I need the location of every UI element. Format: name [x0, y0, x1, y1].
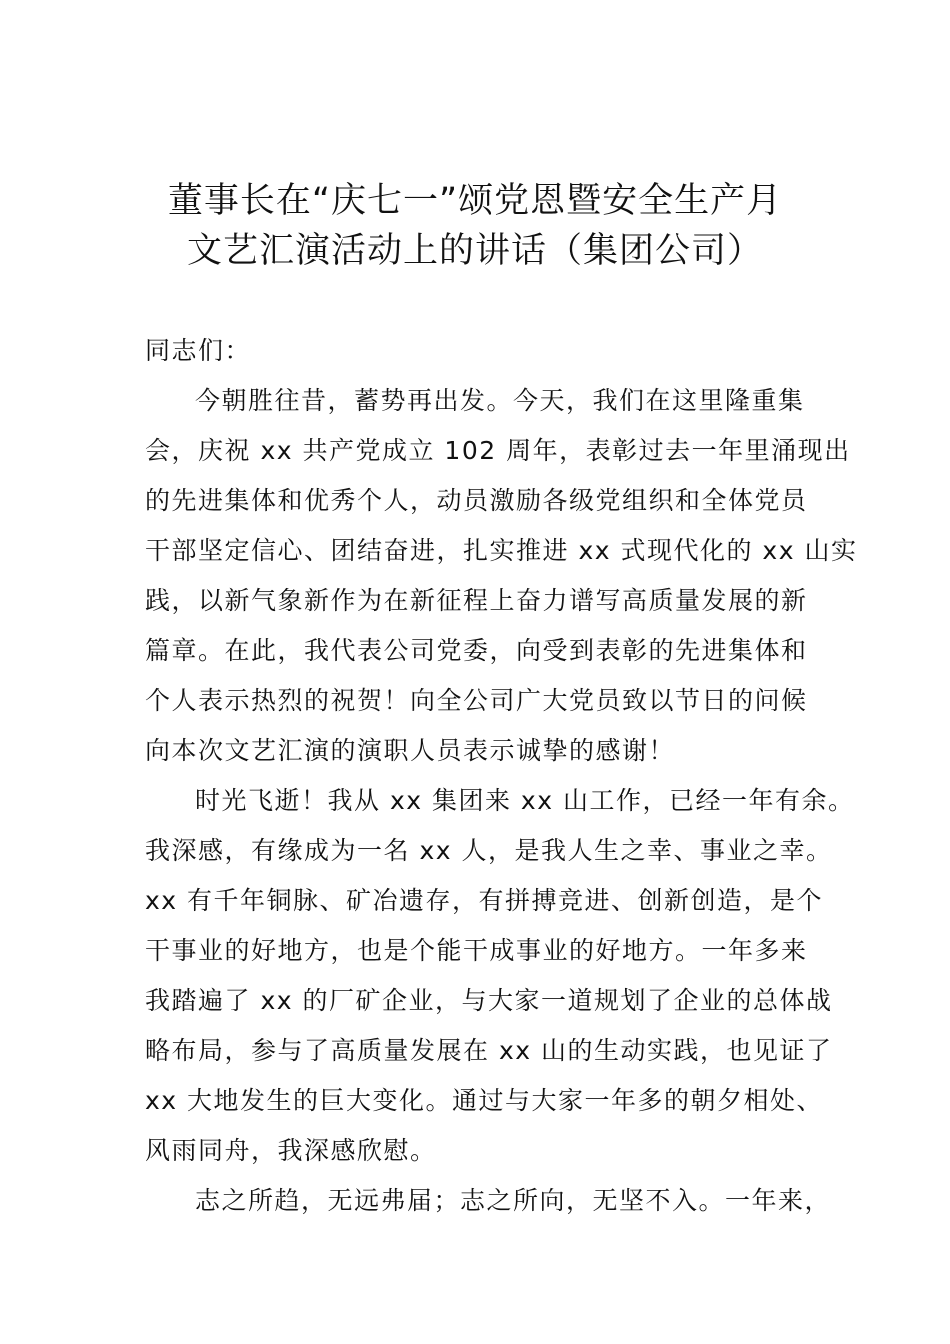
document-title-line-2: 文艺汇演活动上的讲话（集团公司） — [186, 231, 763, 271]
document-title-line-1: 董事长在“庆七一”颂党恩暨安全生产月 — [167, 181, 783, 221]
body-line: 略布局，参与了高质量发展在 xx 山的生动实践，也见证了 — [145, 1036, 833, 1065]
body-line: 践，以新气象新作为在新征程上奋力谱写高质量发展的新 — [145, 586, 808, 615]
body-line: 今朝胜往昔，蓄势再出发。今天，我们在这里隆重集 — [195, 386, 805, 415]
body-line: 篇章。在此，我代表公司党委，向受到表彰的先进集体和 — [145, 636, 808, 665]
body-line: 个人表示热烈的祝贺！向全公司广大党员致以节日的问候 — [145, 686, 808, 715]
body-line: 会，庆祝 xx 共产党成立 102 周年，表彰过去一年里涌现出 — [145, 436, 851, 465]
body-line: 的先进集体和优秀个人，动员激励各级党组织和全体党员 — [145, 486, 808, 515]
body-line: xx 大地发生的巨大变化。通过与大家一年多的朝夕相处、 — [145, 1086, 824, 1115]
body-line: 干部坚定信心、团结奋进，扎实推进 xx 式现代化的 xx 山实 — [145, 536, 858, 565]
body-line: 向本次文艺汇演的演职人员表示诚挚的感谢！ — [145, 736, 676, 765]
body-line: 时光飞逝！我从 xx 集团来 xx 山工作，已经一年有余。 — [195, 786, 855, 815]
body-line: 志之所趋，无远弗届；志之所向，无坚不入。一年来， — [195, 1186, 832, 1215]
salutation: 同志们： — [145, 336, 252, 365]
body-line: 我深感，有缘成为一名 xx 人，是我人生之幸、事业之幸。 — [145, 836, 833, 865]
body-line: xx 有千年铜脉、矿冶遗存，有拼搏竞进、创新创造，是个 — [145, 886, 824, 915]
body-line: 干事业的好地方，也是个能干成事业的好地方。一年多来 — [145, 936, 808, 965]
body-line: 风雨同舟，我深感欣慰。 — [145, 1136, 437, 1165]
body-line: 我踏遍了 xx 的厂矿企业，与大家一道规划了企业的总体战 — [145, 986, 833, 1015]
